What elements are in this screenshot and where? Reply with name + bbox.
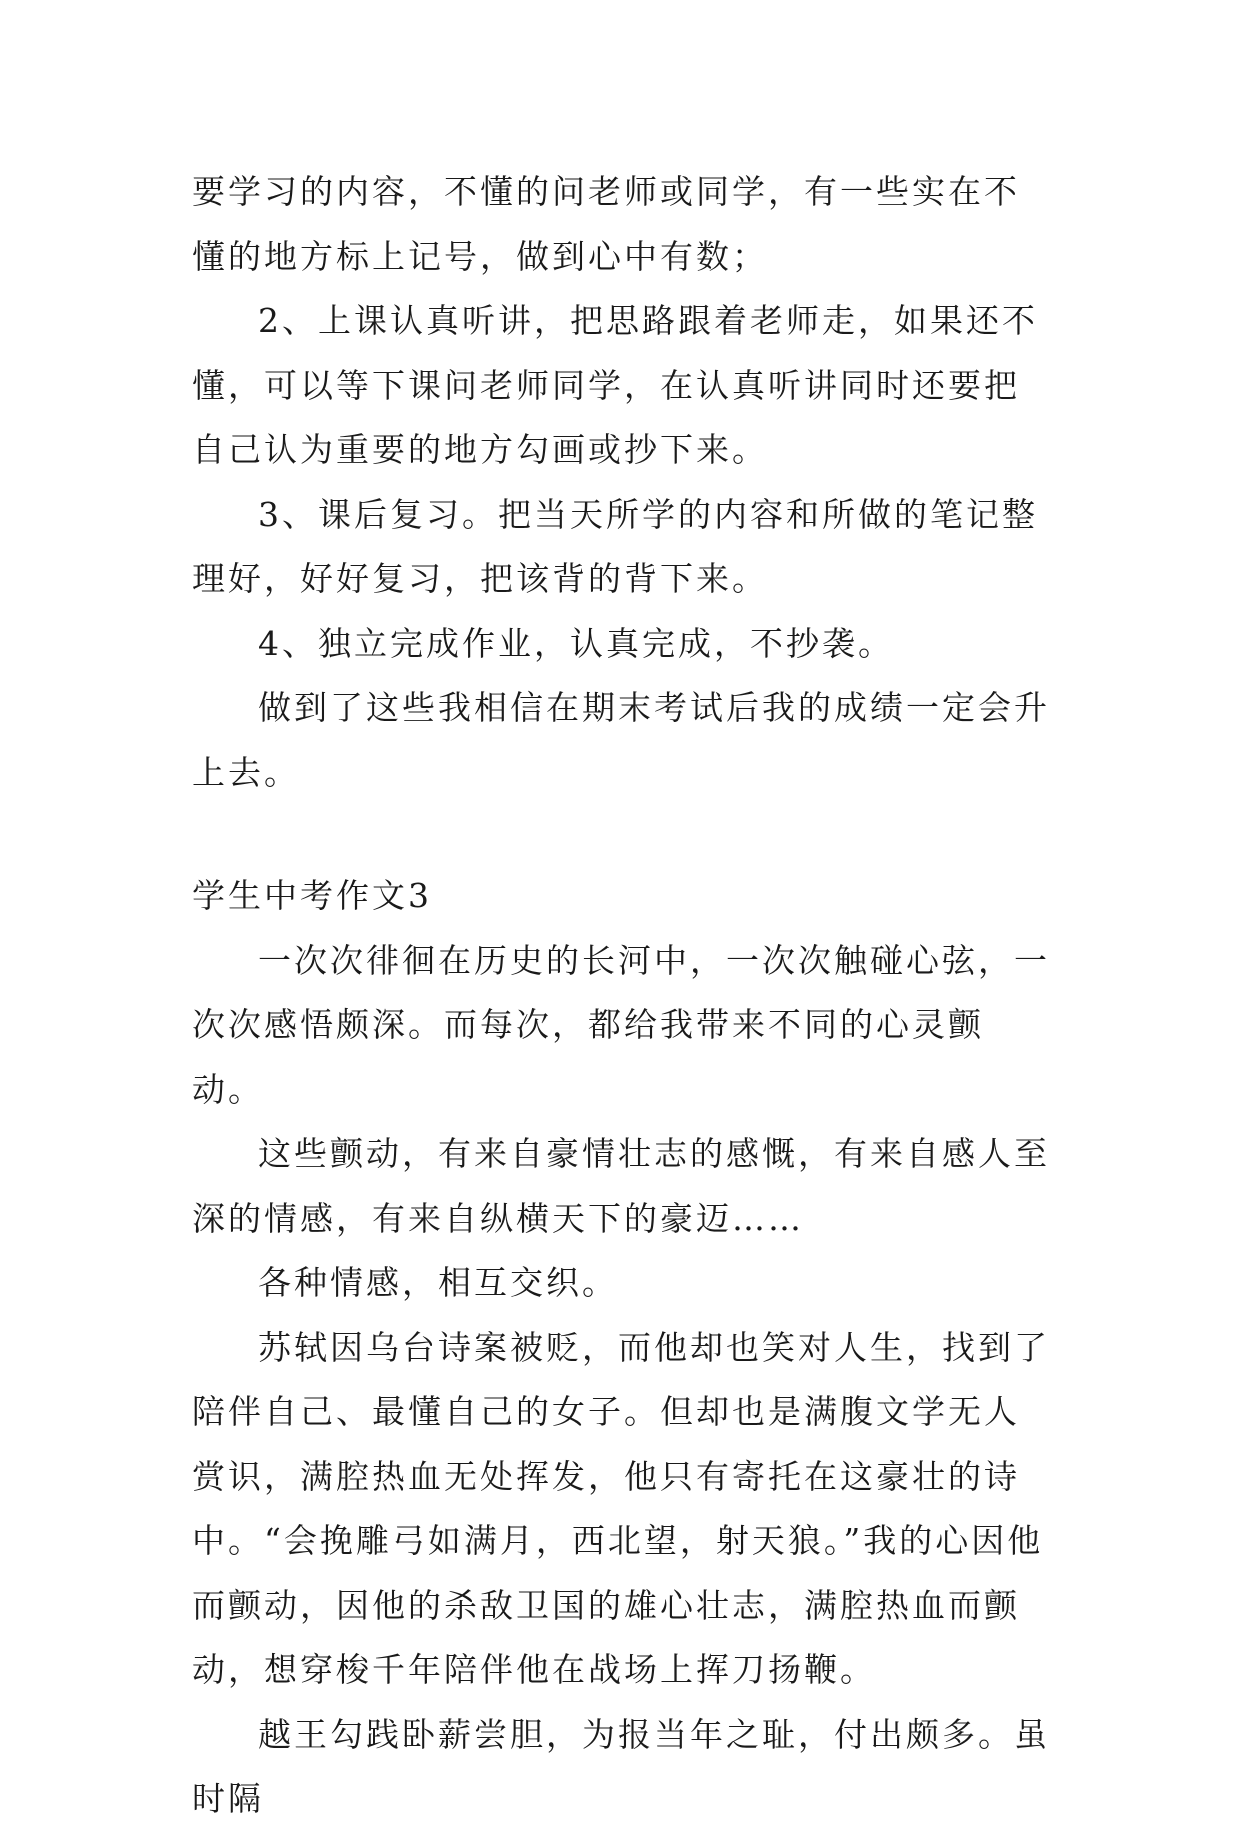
paragraph: 3、课后复习。把当天所学的内容和所做的笔记整理好，好好复习，把该背的背下来。 <box>192 494 1038 598</box>
section-title: 学生中考作文3 <box>192 876 432 915</box>
document-body <box>192 160 1052 1832</box>
paragraph: 要学习的内容，不懂的问老师或同学，有一些实在不懂的地方标上记号，做到心中有数； <box>192 172 1020 276</box>
paragraph: 一次次徘徊在历史的长河中，一次次触碰心弦，一次次感悟颇深。而每次，都给我带来不同的心灵颤动。 <box>192 940 1050 1109</box>
paragraph: 4、独立完成作业，认真完成，不抄袭。 <box>258 623 894 663</box>
paragraph: 各种情感，相互交织。 <box>258 1263 618 1302</box>
paragraph: 做到了这些我相信在期末考试后我的成绩一定会升上去。 <box>192 688 1050 792</box>
paragraph: 越王勾践卧薪尝胆，为报当年之耻，付出颇多。虽时隔 <box>192 1714 1050 1818</box>
paragraph: 这些颤动，有来自豪情壮志的感慨，有来自感人至深的情感，有来自纵横天下的豪迈…… <box>192 1134 1050 1238</box>
paragraph: 2、上课认真听讲，把思路跟着老师走，如果还不懂，可以等下课问老师同学，在认真听讲同时还要把自己认为重要的地方勾画或抄下来。 <box>192 301 1038 469</box>
paragraph: 苏轼因乌台诗案被贬，而他却也笑对人生，找到了陪伴自己、最懂自己的女子。但却也是满腹文学无人赏识，满腔热血无处挥发，他只有寄托在这豪壮的诗中。“会挽雕弓如满月，西北望，射天狼。”我的心因他而颤动，因他的杀敌卫国的雄心壮志，满腔热血而颤动，想穿梭千年陪伴他在战场上挥刀扬鞭。 <box>192 1327 1050 1689</box>
